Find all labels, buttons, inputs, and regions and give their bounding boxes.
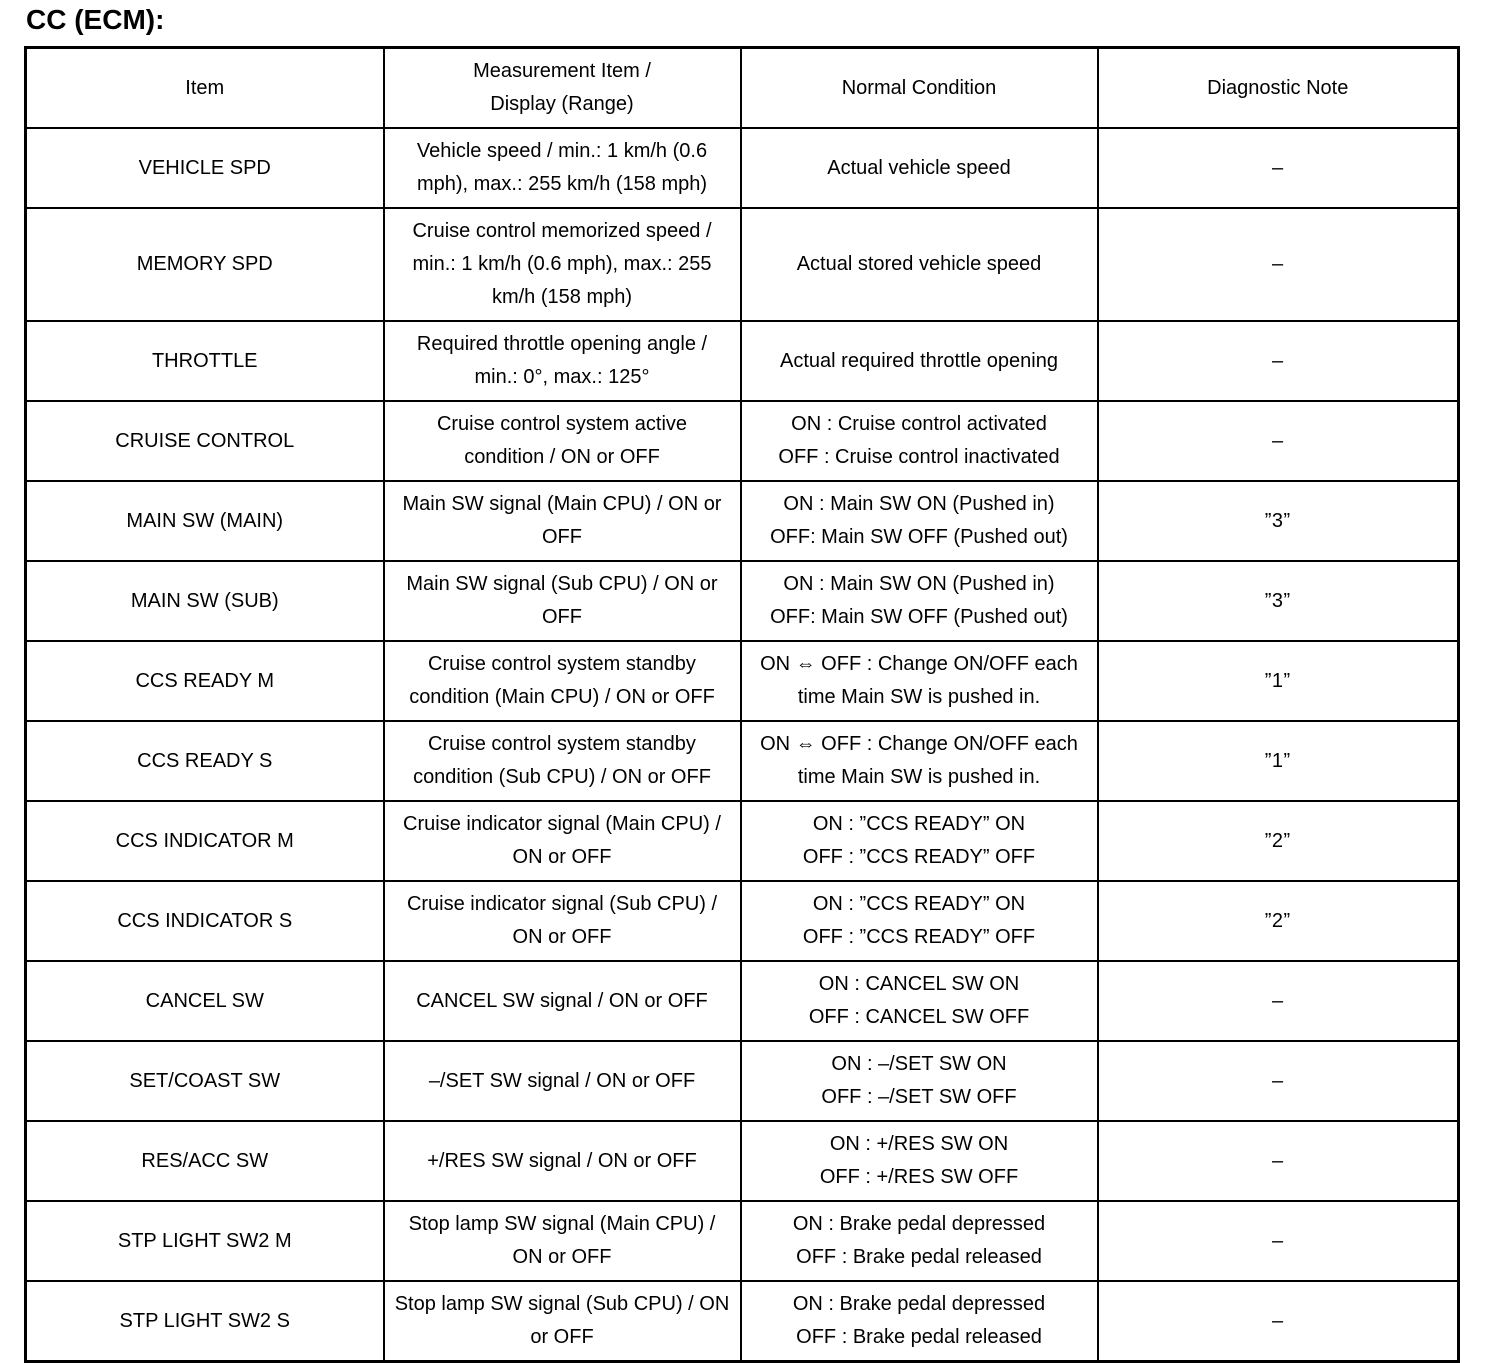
cell-measurement: Cruise control memorized speed / min.: 1 km/h (0.6 mph), max.: 255 km/h (158 mph) xyxy=(384,208,741,321)
table-row xyxy=(26,641,1459,721)
cell-measurement: Vehicle speed / min.: 1 km/h (0.6 mph), max.: 255 km/h (158 mph) xyxy=(384,128,741,208)
table-row xyxy=(26,1121,1459,1201)
cell-diagnostic-note: ”1” xyxy=(1098,641,1459,721)
cell-normal-condition: ON : ”CCS READY” ON OFF : ”CCS READY” OFF xyxy=(741,881,1098,961)
header-measurement xyxy=(384,48,741,129)
cell-measurement: Cruise control system standby condition (Main CPU) / ON or OFF xyxy=(384,641,741,721)
cell-normal-condition: ON : CANCEL SW ON OFF : CANCEL SW OFF xyxy=(741,961,1098,1041)
cell-diagnostic-note: – xyxy=(1098,1281,1459,1362)
cell-normal-condition: ON : Main SW ON (Pushed in) OFF: Main SW OFF (Pushed out) xyxy=(741,481,1098,561)
cell-item: CCS INDICATOR M xyxy=(26,801,384,881)
cell-normal-condition: ON : Cruise control activated OFF : Cruise control inactivated xyxy=(741,401,1098,481)
cell-normal-condition: ON : Main SW ON (Pushed in) OFF: Main SW OFF (Pushed out) xyxy=(741,561,1098,641)
table-body xyxy=(26,128,1459,1362)
cell-item: CANCEL SW xyxy=(26,961,384,1041)
cell-diagnostic-note: – xyxy=(1098,321,1459,401)
cell-item: CCS INDICATOR S xyxy=(26,881,384,961)
cell-measurement: Stop lamp SW signal (Main CPU) / ON or OFF xyxy=(384,1201,741,1281)
cell-normal-condition: Actual required throttle opening xyxy=(741,321,1098,401)
table-row xyxy=(26,561,1459,641)
cell-measurement: Cruise control system standby condition (Sub CPU) / ON or OFF xyxy=(384,721,741,801)
header-measurement-line-1: Measurement Item / xyxy=(473,60,651,82)
cell-diagnostic-note: – xyxy=(1098,401,1459,481)
cell-diagnostic-note: – xyxy=(1098,1041,1459,1121)
header-normal-condition: Normal Condition xyxy=(741,48,1098,129)
table-row xyxy=(26,801,1459,881)
cell-normal-condition: ON : Brake pedal depressed OFF : Brake pedal released xyxy=(741,1281,1098,1362)
cell-item: CCS READY M xyxy=(26,641,384,721)
table-row xyxy=(26,481,1459,561)
table-row xyxy=(26,961,1459,1041)
cell-diagnostic-note: ”3” xyxy=(1098,481,1459,561)
cell-measurement: Cruise indicator signal (Sub CPU) / ON or OFF xyxy=(384,881,741,961)
table-row xyxy=(26,401,1459,481)
cell-item: MEMORY SPD xyxy=(26,208,384,321)
cell-item: THROTTLE xyxy=(26,321,384,401)
cell-diagnostic-note: – xyxy=(1098,208,1459,321)
cell-item: CRUISE CONTROL xyxy=(26,401,384,481)
cell-measurement: +/RES SW signal / ON or OFF xyxy=(384,1121,741,1201)
cell-measurement: CANCEL SW signal / ON or OFF xyxy=(384,961,741,1041)
cell-diagnostic-note: – xyxy=(1098,128,1459,208)
cell-item: MAIN SW (SUB) xyxy=(26,561,384,641)
cell-item: SET/COAST SW xyxy=(26,1041,384,1121)
table-row xyxy=(26,321,1459,401)
cell-normal-condition: Actual vehicle speed xyxy=(741,128,1098,208)
table-header-row xyxy=(26,48,1459,129)
cell-normal-condition: ON : Brake pedal depressed OFF : Brake pedal released xyxy=(741,1201,1098,1281)
cell-normal-condition: ON : +/RES SW ON OFF : +/RES SW OFF xyxy=(741,1121,1098,1201)
cell-diagnostic-note: – xyxy=(1098,1201,1459,1281)
cell-normal-condition: ON : –/SET SW ON OFF : –/SET SW OFF xyxy=(741,1041,1098,1121)
page-title: CC (ECM): xyxy=(26,4,165,35)
cell-item: STP LIGHT SW2 S xyxy=(26,1281,384,1362)
cell-diagnostic-note: ”2” xyxy=(1098,801,1459,881)
cell-item: STP LIGHT SW2 M xyxy=(26,1201,384,1281)
table-row xyxy=(26,128,1459,208)
table-row xyxy=(26,1281,1459,1362)
header-diagnostic-note: Diagnostic Note xyxy=(1098,48,1459,129)
cell-item: CCS READY S xyxy=(26,721,384,801)
cell-measurement: Cruise control system active condition / ON or OFF xyxy=(384,401,741,481)
cell-normal-condition: ON : ”CCS READY” ON OFF : ”CCS READY” OFF xyxy=(741,801,1098,881)
cell-normal-condition: Actual stored vehicle speed xyxy=(741,208,1098,321)
cell-normal-condition: ON ⇔ OFF : Change ON/OFF each time Main SW is pushed in. xyxy=(741,721,1098,801)
cell-item: VEHICLE SPD xyxy=(26,128,384,208)
cell-measurement: Main SW signal (Main CPU) / ON or OFF xyxy=(384,481,741,561)
table-row xyxy=(26,1041,1459,1121)
header-item: Item xyxy=(26,48,384,129)
cell-measurement: –/SET SW signal / ON or OFF xyxy=(384,1041,741,1121)
cell-diagnostic-note: ”3” xyxy=(1098,561,1459,641)
cc-ecm-data-table xyxy=(24,46,1460,1363)
cell-diagnostic-note: ”2” xyxy=(1098,881,1459,961)
table-row xyxy=(26,1201,1459,1281)
table-row xyxy=(26,208,1459,321)
cell-measurement: Stop lamp SW signal (Sub CPU) / ON or OFF xyxy=(384,1281,741,1362)
cell-diagnostic-note: – xyxy=(1098,961,1459,1041)
cell-diagnostic-note: ”1” xyxy=(1098,721,1459,801)
cell-item: MAIN SW (MAIN) xyxy=(26,481,384,561)
cell-measurement: Cruise indicator signal (Main CPU) / ON or OFF xyxy=(384,801,741,881)
header-measurement-line-2: Display (Range) xyxy=(490,93,634,115)
table-row xyxy=(26,881,1459,961)
cell-item: RES/ACC SW xyxy=(26,1121,384,1201)
cell-measurement: Required throttle opening angle / min.: 0°, max.: 125° xyxy=(384,321,741,401)
cell-normal-condition: ON ⇔ OFF : Change ON/OFF each time Main SW is pushed in. xyxy=(741,641,1098,721)
cell-measurement: Main SW signal (Sub CPU) / ON or OFF xyxy=(384,561,741,641)
table-row xyxy=(26,721,1459,801)
cell-diagnostic-note: – xyxy=(1098,1121,1459,1201)
